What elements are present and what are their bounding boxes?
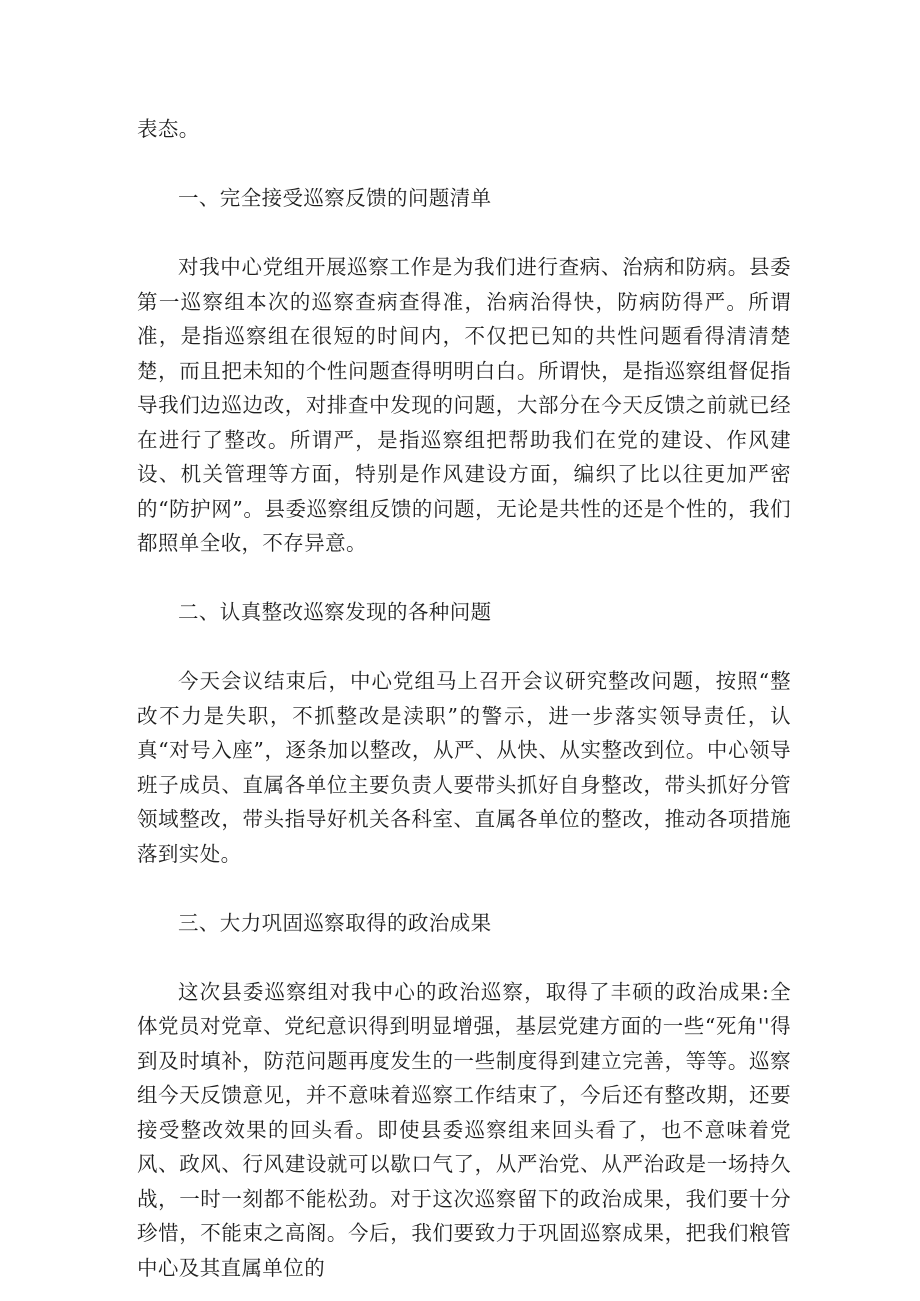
spacer xyxy=(137,871,791,906)
spacer xyxy=(137,147,791,182)
section-heading-1: 一、完全接受巡察反馈的问题清单 xyxy=(178,186,492,210)
document-body xyxy=(137,112,791,1285)
section-body-3: 这次县委巡察组对我中心的政治巡察，取得了丰硕的政治成果:全体党员对党章、党纪意识得到明显增强，基层党建方面的一些“死角''得到及时填补，防范问题再度发生的一些制度得到建立完善，等等。巡察组今天反馈意见，并不意味着巡察工作结束了，今后还有整改期，还要接受整改效果的回头看。即使县委巡察组来回头看了，也不意味着党风、政风、行风建设就可以歇口气了，从严治党、从严治政是一场持久战，一时一刻都不能松劲。对于这次巡察留下的政治成果，我们要十分珍惜，不能束之高阁。今后，我们要致力于巩固巡察成果，把我们粮管中心及其直属单位的 xyxy=(137,979,791,1280)
spacer xyxy=(137,940,791,975)
spacer xyxy=(137,630,791,665)
section-heading-2: 二、认真整改巡察发现的各种问题 xyxy=(178,600,492,624)
section-body-2: 今天会议结束后，中心党组马上召开会议研究整改问题，按照“整改不力是失职，不抓整改是渎职”的警示，进一步落实领导责任，认真“对号入座”，逐条加以整改，从严、从快、从实整改到位。中心领导班子成员、直属各单位主要负责人要带头抓好自身整改，带头抓好分管领域整改，带头指导好机关各科室、直属各单位的整改，推动各项措施落到实处。 xyxy=(137,669,791,866)
opening-line: 表态。 xyxy=(137,117,200,141)
spacer xyxy=(137,216,791,251)
section-heading-3: 三、大力巩固巡察取得的政治成果 xyxy=(178,910,492,935)
section-body-1: 对我中心党组开展巡察工作是为我们进行查病、治病和防病。县委第一巡察组本次的巡察查病查得准，治病治得快，防病防得严。所谓准，是指巡察组在很短的时间内，不仅把已知的共性问题看得清清楚楚，而且把未知的个性问题查得明明白白。所谓快，是指巡察组督促指导我们边巡边改，对排查中发现的问题，大部分在今天反馈之前就已经在进行了整改。所谓严，是指巡察组把帮助我们在党的建设、作风建设、机关管理等方面，特别是作风建设方面，编织了比以往更加严密的“防护网”。县委巡察组反馈的问题，无论是共性的还是个性的，我们都照单全收，不存异意。 xyxy=(137,255,791,555)
spacer xyxy=(137,561,791,596)
